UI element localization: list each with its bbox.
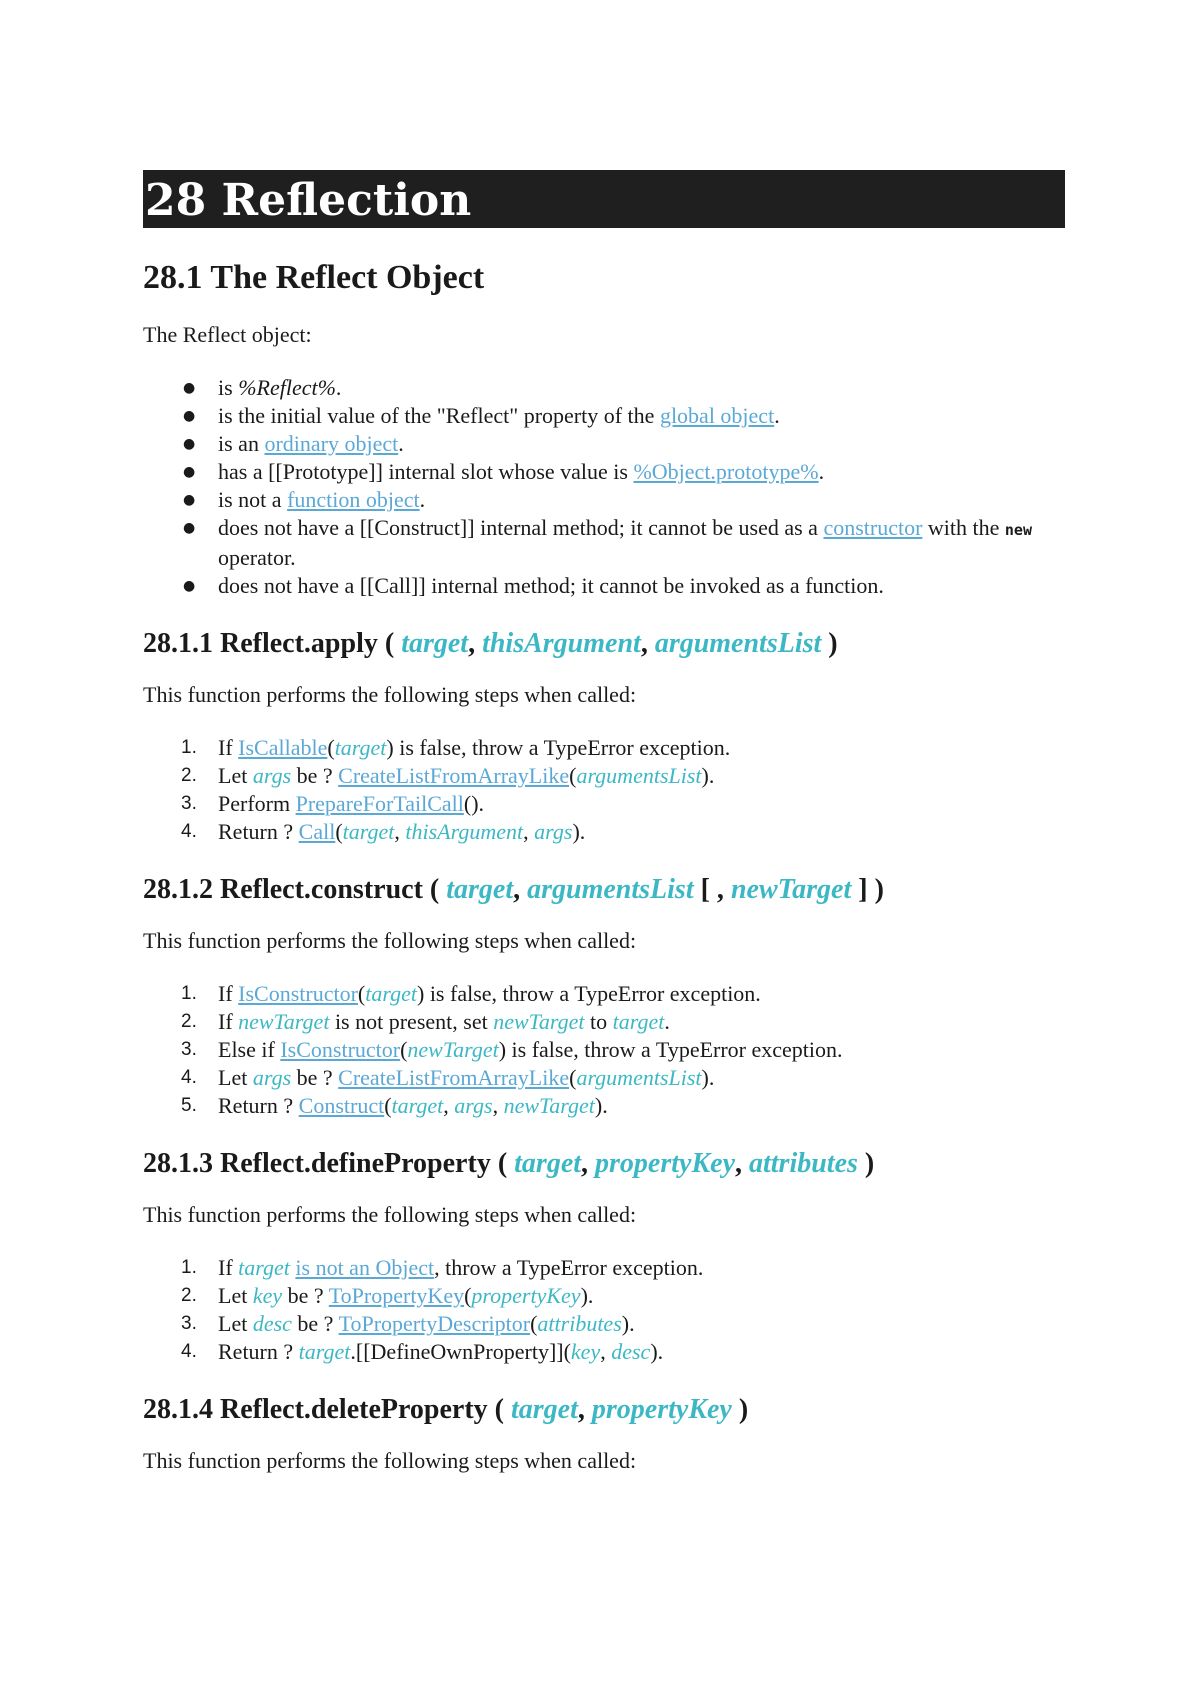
list-item: 1. If target is not an Object, throw a TypeError exception. <box>181 1255 704 1280</box>
reflect-apply-steps <box>143 734 1065 846</box>
list-item: 3. Perform PrepareForTailCall(). <box>181 791 485 816</box>
new-keyword: new <box>1004 521 1032 539</box>
list-item: 4. Return ? target.[[DefineOwnProperty]](key, desc). <box>181 1339 664 1364</box>
isconstructor-link[interactable]: IsConstructor <box>280 1037 401 1062</box>
list-item: ● is %Reflect%. <box>143 374 1065 402</box>
list-item: ● is the initial value of the "Reflect" property of the global object. <box>143 402 1065 430</box>
list-item: 3. Let desc be ? ToPropertyDescriptor(attributes). <box>181 1311 635 1336</box>
object-prototype-link[interactable]: %Object.prototype% <box>633 459 819 484</box>
function-object-link[interactable]: function object <box>287 487 420 512</box>
list-item: 2. Let args be ? CreateListFromArrayLike(argumentsList). <box>181 763 715 788</box>
list-item: ● does not have a [[Call]] internal method; it cannot be invoked as a function. <box>143 572 1065 600</box>
constructor-link[interactable]: constructor <box>823 515 923 540</box>
reflect-properties-list <box>143 374 1065 600</box>
preparefortailcall-link[interactable]: PrepareForTailCall <box>295 791 464 816</box>
list-item: 4. Return ? Call(target, thisArgument, args). <box>181 819 586 844</box>
list-item: 1. If IsConstructor(target) is false, throw a TypeError exception. <box>181 981 761 1006</box>
list-item: ● does not have a [[Construct]] internal method; it cannot be used as a constructor with the new operator. <box>143 514 1065 572</box>
document-page <box>143 170 1065 1475</box>
createlistfromarraylike-link[interactable]: CreateListFromArrayLike <box>338 763 570 788</box>
section-intro: The Reflect object: <box>143 322 312 347</box>
reflect-construct-steps <box>143 980 1065 1120</box>
topropertykey-link[interactable]: ToPropertyKey <box>328 1283 465 1308</box>
reflect-deleteproperty-heading: 28.1.4 Reflect.deleteProperty ( target, propertyKey ) <box>143 1394 749 1425</box>
ordinary-object-link[interactable]: ordinary object <box>264 431 399 456</box>
global-object-link[interactable]: global object <box>659 403 775 428</box>
construct-link[interactable]: Construct <box>298 1093 385 1118</box>
isconstructor-link[interactable]: IsConstructor <box>238 981 358 1006</box>
list-item: 2. Let key be ? ToPropertyKey(propertyKey). <box>181 1283 594 1308</box>
reflect-construct-heading: 28.1.2 Reflect.construct ( target, argumentsList [ , newTarget ] ) <box>143 874 884 905</box>
is-not-an-object-link[interactable]: is not an Object <box>295 1255 435 1280</box>
reflect-defineproperty-steps <box>143 1254 1065 1366</box>
section-title: 28.1 The Reflect Object <box>143 259 485 296</box>
list-item: ● has a [[Prototype]] internal slot whose value is %Object.prototype%. <box>143 458 1065 486</box>
topropertydescriptor-link[interactable]: ToPropertyDescriptor <box>338 1311 531 1336</box>
steps-intro: This function performs the following steps when called: <box>143 1448 637 1473</box>
list-item: 2. If newTarget is not present, set newTarget to target. <box>181 1009 670 1034</box>
list-item: 5. Return ? Construct(target, args, newTarget). <box>181 1093 608 1118</box>
steps-intro: This function performs the following steps when called: <box>143 682 637 707</box>
reflect-apply-heading: 28.1.1 Reflect.apply ( target, thisArgument, argumentsList ) <box>143 628 838 659</box>
list-item: ● is an ordinary object. <box>143 430 1065 458</box>
steps-intro: This function performs the following steps when called: <box>143 1202 637 1227</box>
steps-intro: This function performs the following steps when called: <box>143 928 637 953</box>
list-item: 4. Let args be ? CreateListFromArrayLike(argumentsList). <box>181 1065 715 1090</box>
iscallable-link[interactable]: IsCallable <box>238 735 328 760</box>
createlistfromarraylike-link[interactable]: CreateListFromArrayLike <box>338 1065 570 1090</box>
call-link[interactable]: Call <box>298 819 336 844</box>
chapter-title: 28 Reflection <box>143 170 1065 228</box>
list-item: 3. Else if IsConstructor(newTarget) is false, throw a TypeError exception. <box>181 1037 843 1062</box>
list-item: 1. If IsCallable(target) is false, throw a TypeError exception. <box>181 735 731 760</box>
reflect-defineproperty-heading: 28.1.3 Reflect.defineProperty ( target, propertyKey, attributes ) <box>143 1148 875 1179</box>
list-item: ● is not a function object. <box>143 486 1065 514</box>
